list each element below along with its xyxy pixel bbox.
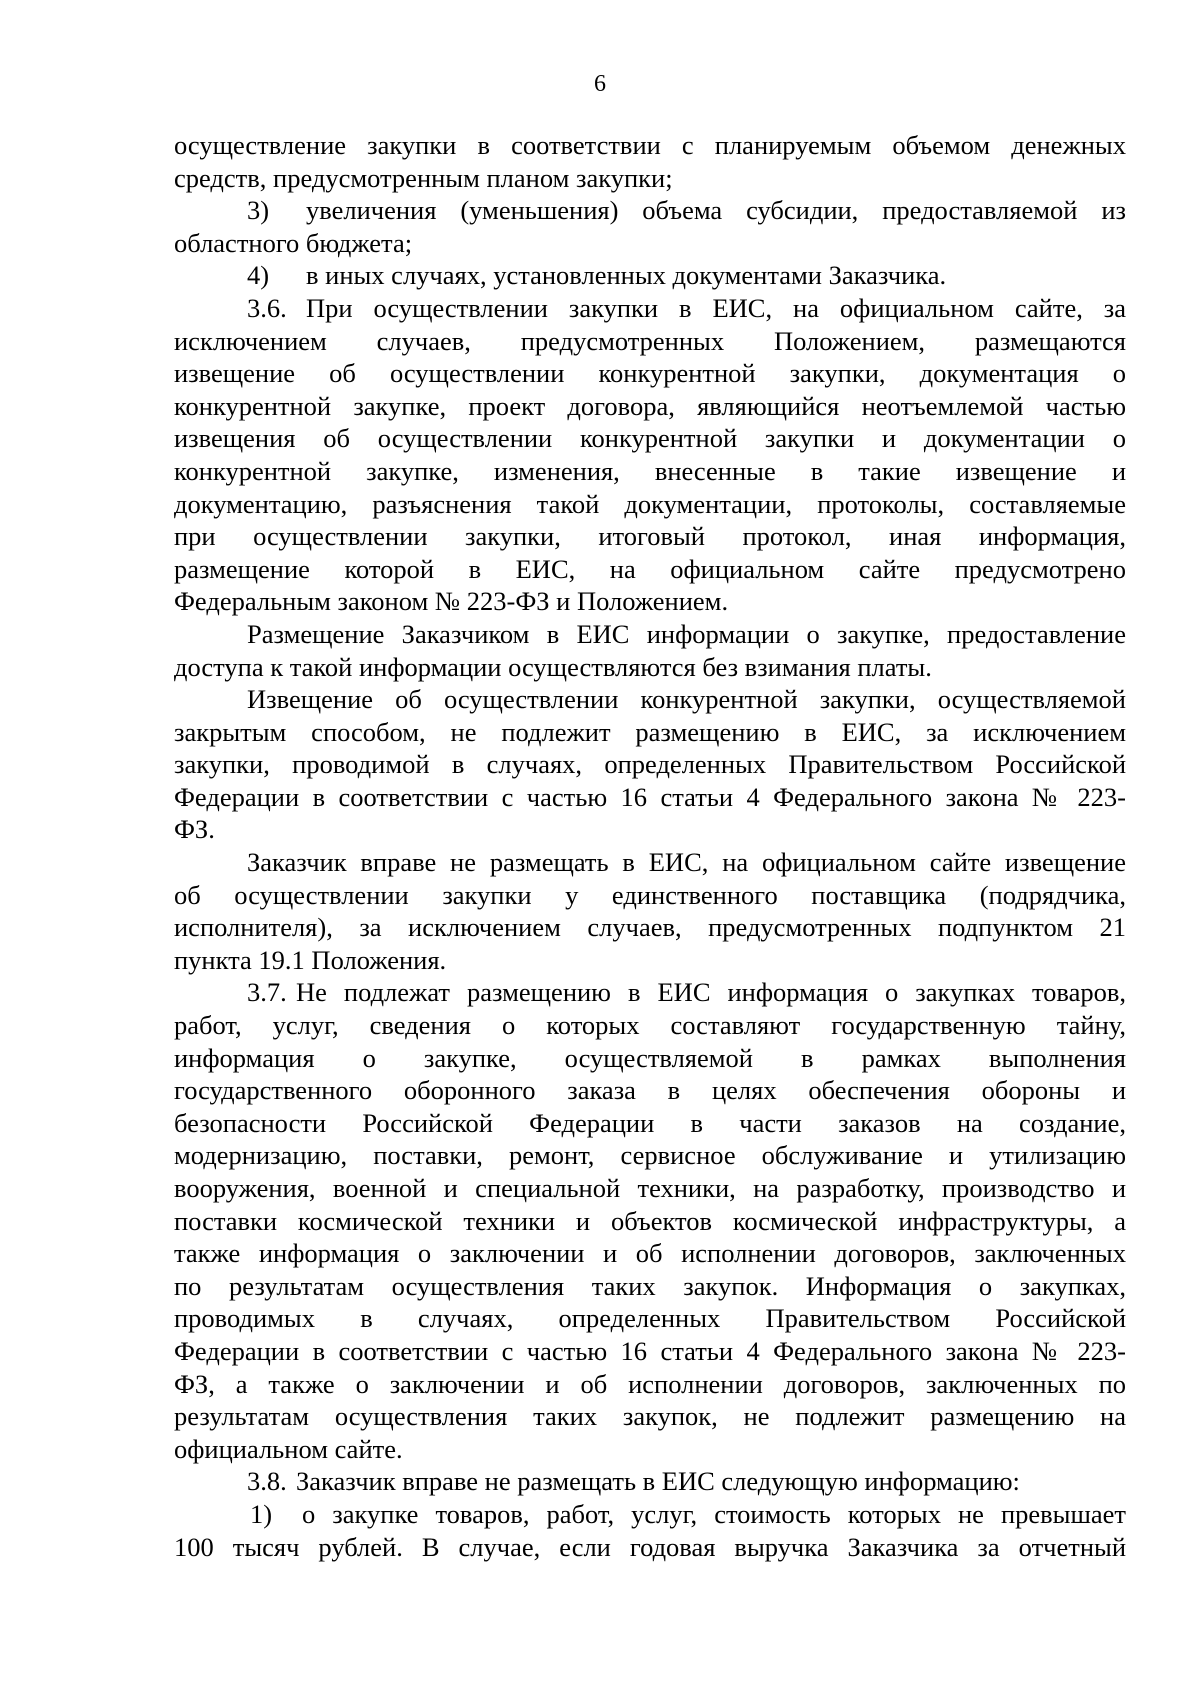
paragraph-first-line: Извещение об осуществлении конкурентной закупки, осуществляемой [247,684,1126,715]
clause-number: 3.7. [247,977,287,1008]
clause-line [174,292,1126,325]
clause-line [174,976,1126,1009]
document-body [174,129,1126,1563]
list-item-text: о закупке товаров, работ, услуг, стоимость которых не превышает [302,1498,1126,1529]
text-line: при осуществлении закупки, итоговый протокол, иная информация, [174,521,1126,552]
text-line: доступа к такой информации осуществляются без взимания платы. [174,651,932,682]
text-line: об осуществлении закупки у единственного поставщика (подрядчика, [174,879,1126,910]
clause-number: 3.8. [247,1466,287,1497]
list-item-line [174,259,1126,292]
paragraph-first-line: Заказчик вправе не размещать в ЕИС, на официальном сайте извещение [247,847,1126,878]
list-item-line [174,1498,1126,1531]
list-marker: 4) [247,260,270,291]
text-line: ФЗ, а также о заключении и об исполнении договоров, заключенных по [174,1368,1126,1399]
text-line: государственного оборонного заказа в целях обеспечения обороны и [174,1075,1126,1106]
text-line: безопасности Российской Федерации в части заказов на создание, [174,1107,1126,1138]
clause-number: 3.6. [247,292,287,323]
text-line: закупки, проводимой в случаях, определенных Правительством Российской [174,749,1126,780]
text-line: пункта 19.1 Положения. [174,944,447,975]
clause-text: При осуществлении закупки в ЕИС, на официальном сайте, за [306,292,1126,323]
text-line: по результатам осуществления таких закупок. Информация о закупках, [174,1270,1126,1301]
text-line: конкурентной закупке, изменения, внесенные в такие извещение и [174,455,1126,486]
text-line: Федерации в соответствии с частью 16 статьи 4 Федерального закона № 223- [174,781,1126,812]
text-line: областного бюджета; [174,227,413,258]
text-line: информация о закупке, осуществляемой в рамках выполнения [174,1042,1126,1073]
clause-text: Не подлежат размещению в ЕИС информация о закупках товаров, [296,977,1126,1008]
list-item-line [174,194,1126,227]
list-item-text: увеличения (уменьшения) объема субсидии, предоставляемой из [306,195,1126,226]
text-line: 100 тысяч рублей. В случае, если годовая выручка Заказчика за отчетный [174,1531,1126,1562]
text-line: ФЗ. [174,814,215,845]
text-line: конкурентной закупке, проект договора, являющийся неотъемлемой частью [174,390,1126,421]
paragraph-first-line: Размещение Заказчиком в ЕИС информации о закупке, предоставление [247,618,1126,649]
text-line: поставки космической техники и объектов космической инфраструктуры, а [174,1205,1126,1236]
list-marker: 1) [250,1498,273,1529]
text-line: также информация о заключении и об исполнении договоров, заключенных [174,1238,1126,1269]
clause-text: Заказчик вправе не размещать в ЕИС следующую информацию: [296,1466,1020,1497]
text-line: исключением случаев, предусмотренных Положением, размещаются [174,325,1126,356]
list-marker: 3) [247,195,270,226]
text-line: исполнителя), за исключением случаев, предусмотренных подпунктом 21 [174,912,1126,943]
text-line: работ, услуг, сведения о которых составляют государственную тайну, [174,1010,1126,1041]
text-line: результатам осуществления таких закупок, не подлежит размещению на [174,1401,1126,1432]
text-line: размещение которой в ЕИС, на официальном сайте предусмотрено [174,553,1126,584]
text-line: средств, предусмотренным планом закупки; [174,162,673,193]
text-line: вооружения, военной и специальной техники, на разработку, производство и [174,1173,1126,1203]
text-line: закрытым способом, не подлежит размещению в ЕИС, за исключением [174,716,1126,747]
text-line: извещения об осуществлении конкурентной закупки и документации о [174,423,1126,454]
text-line: документацию, разъяснения такой документации, протоколы, составляемые [174,488,1126,519]
clause-line [174,1465,1126,1498]
list-item-text: в иных случаях, установленных документами Заказчика. [306,260,947,291]
text-line: Федеральным законом № 223-ФЗ и Положением. [174,586,729,617]
text-line: модернизацию, поставки, ремонт, сервисное обслуживание и утилизацию [174,1140,1126,1171]
text-line: осуществление закупки в соответствии с планируемым объемом денежных [174,130,1126,160]
text-line: Федерации в соответствии с частью 16 статьи 4 Федерального закона № 223- [174,1335,1126,1366]
page-number: 6 [594,71,606,97]
text-line: официальном сайте. [174,1433,403,1464]
text-line: извещение об осуществлении конкурентной закупки, документация о [174,358,1126,389]
text-line: проводимых в случаях, определенных Правительством Российской [174,1303,1126,1334]
